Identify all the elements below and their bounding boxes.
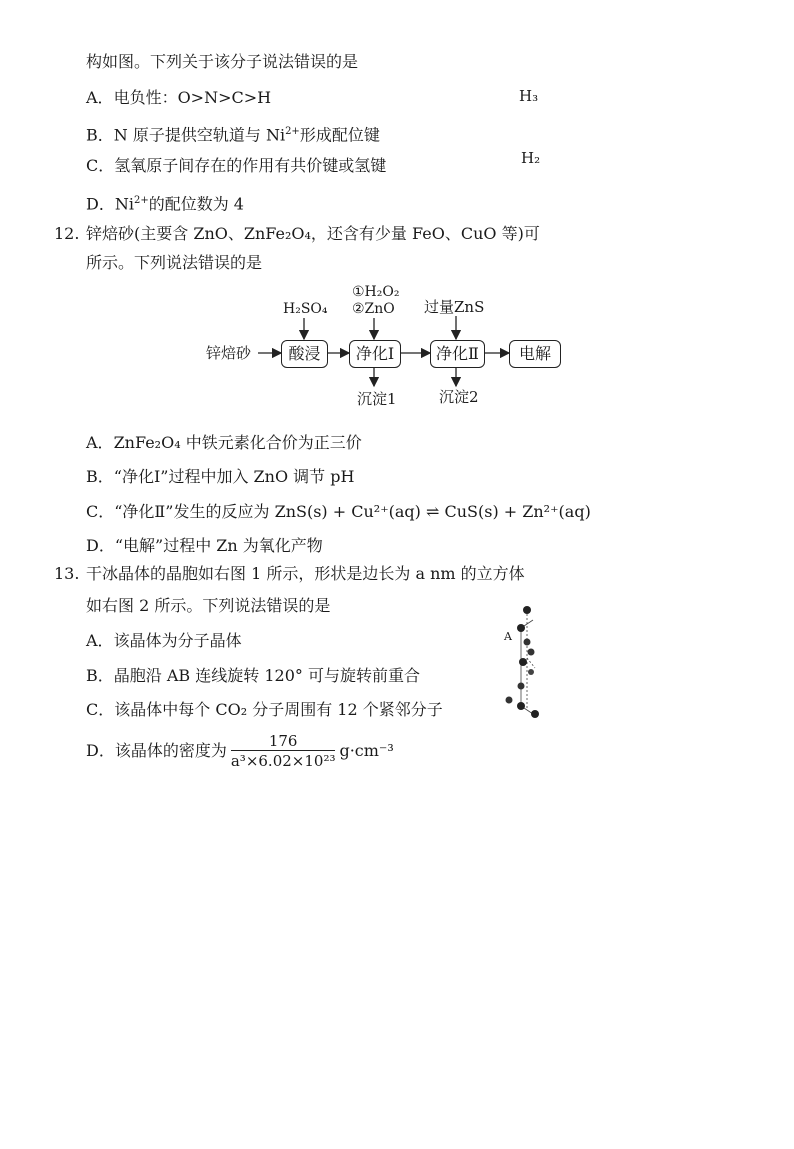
co2-molecule-atom xyxy=(531,710,539,718)
co2-molecule-atom xyxy=(519,658,527,666)
co2-molecule-atom xyxy=(528,649,535,656)
co2-molecule-atom xyxy=(517,624,525,632)
q13-option-b: B．晶胞沿 AB 连线旋转 120° 可与旋转前重合 xyxy=(86,666,420,685)
flow-reagent-zno: ②ZnO xyxy=(352,301,395,317)
flow-reagent-zns: 过量ZnS xyxy=(424,298,485,316)
co2-molecule-atom xyxy=(528,669,534,675)
flow-box-electrolysis-clip xyxy=(509,338,551,370)
fraction-numerator: 176 xyxy=(231,732,336,751)
q11-option-d: D．$Ni^{2+}$的配位数为 4 xyxy=(86,194,244,214)
flow-input-label: 锌焙砂 xyxy=(206,344,252,362)
fraction-denominator: a³×6.02×10²³ xyxy=(230,752,336,770)
co2-molecule-atom xyxy=(523,606,531,614)
flow-box-purify-1: 净化Ⅰ xyxy=(349,340,401,368)
q12-number: 12. xyxy=(54,224,80,243)
q11-stem-tail: 构如图。下列关于该分子说法错误的是 xyxy=(86,52,359,71)
q13-option-d: D．该晶体的密度为 $\frac{176}{\text{a³×6.02×10²³}}$ g·cm⁻³ xyxy=(86,732,394,770)
flow-precip-1: 沉淀1 xyxy=(357,390,397,408)
density-fraction xyxy=(231,732,336,771)
density-unit: g·cm⁻³ xyxy=(339,741,394,760)
q13-number: 13. xyxy=(54,564,80,583)
flow-reagent-h2so4: H₂SO₄ xyxy=(283,301,328,317)
q13-stem-line1: 干冰晶体的晶胞如右图 1 所示，形状是边长为 a nm 的立方体 xyxy=(86,564,525,583)
q11-option-b: B．N 原子提供空轨道与 $Ni^{2+}$形成配位键 xyxy=(86,125,380,145)
q11-figure-label-clip-1: H₃ xyxy=(519,87,539,105)
q11-figure-label-clip-2: H₂ xyxy=(521,149,541,167)
q13-crystal-figure xyxy=(497,598,537,718)
q13-option-a: A．该晶体为分子晶体 xyxy=(86,631,242,650)
co2-molecule-atom xyxy=(518,683,525,690)
q12-option-b: B．“净化Ⅰ”过程中加入 ZnO 调节 pH xyxy=(86,467,355,486)
q11-option-a: A．电负性：O>N>C>H xyxy=(86,88,272,107)
q11-option-c: C．氢氧原子间存在的作用有共价键或氢键 xyxy=(86,156,387,175)
co2-molecule-atom xyxy=(506,697,513,704)
q12-option-c: C．“净化Ⅱ”发生的反应为 ZnS(s) + Cu²⁺(aq) ⇌ CuS(s) + Zn²⁺(aq) xyxy=(86,502,591,521)
q12-option-d: D．“电解”过程中 Zn 为氧化产物 xyxy=(86,536,323,555)
flow-precip-2: 沉淀2 xyxy=(439,388,479,406)
flow-box-acid-leach: 酸浸 xyxy=(281,340,328,368)
q13-option-c: C．该晶体中每个 CO₂ 分子周围有 12 个紧邻分子 xyxy=(86,700,443,719)
q12-option-a: A．ZnFe₂O₄ 中铁元素化合价为正三价 xyxy=(86,433,362,452)
cell-edge xyxy=(527,658,535,668)
flow-box-purify-2: 净化Ⅱ xyxy=(430,340,485,368)
co2-molecule-atom xyxy=(524,639,531,646)
q13-stem-line2: 如右图 2 所示。下列说法错误的是 xyxy=(86,596,331,615)
q12-stem-line2: 所示。下列说法错误的是 xyxy=(86,253,263,272)
q12-flow-diagram xyxy=(0,0,794,420)
flow-box-electrolysis: 电解 xyxy=(509,340,561,368)
co2-molecule-atom xyxy=(517,702,525,710)
q12-stem-line1: 锌焙砂(主要含 ZnO、ZnFe₂O₄，还含有少量 FeO、CuO 等)可 xyxy=(86,224,540,243)
flow-reagent-h2o2: ①H₂O₂ xyxy=(352,284,400,300)
q13-figure-label-a: A xyxy=(504,630,512,643)
